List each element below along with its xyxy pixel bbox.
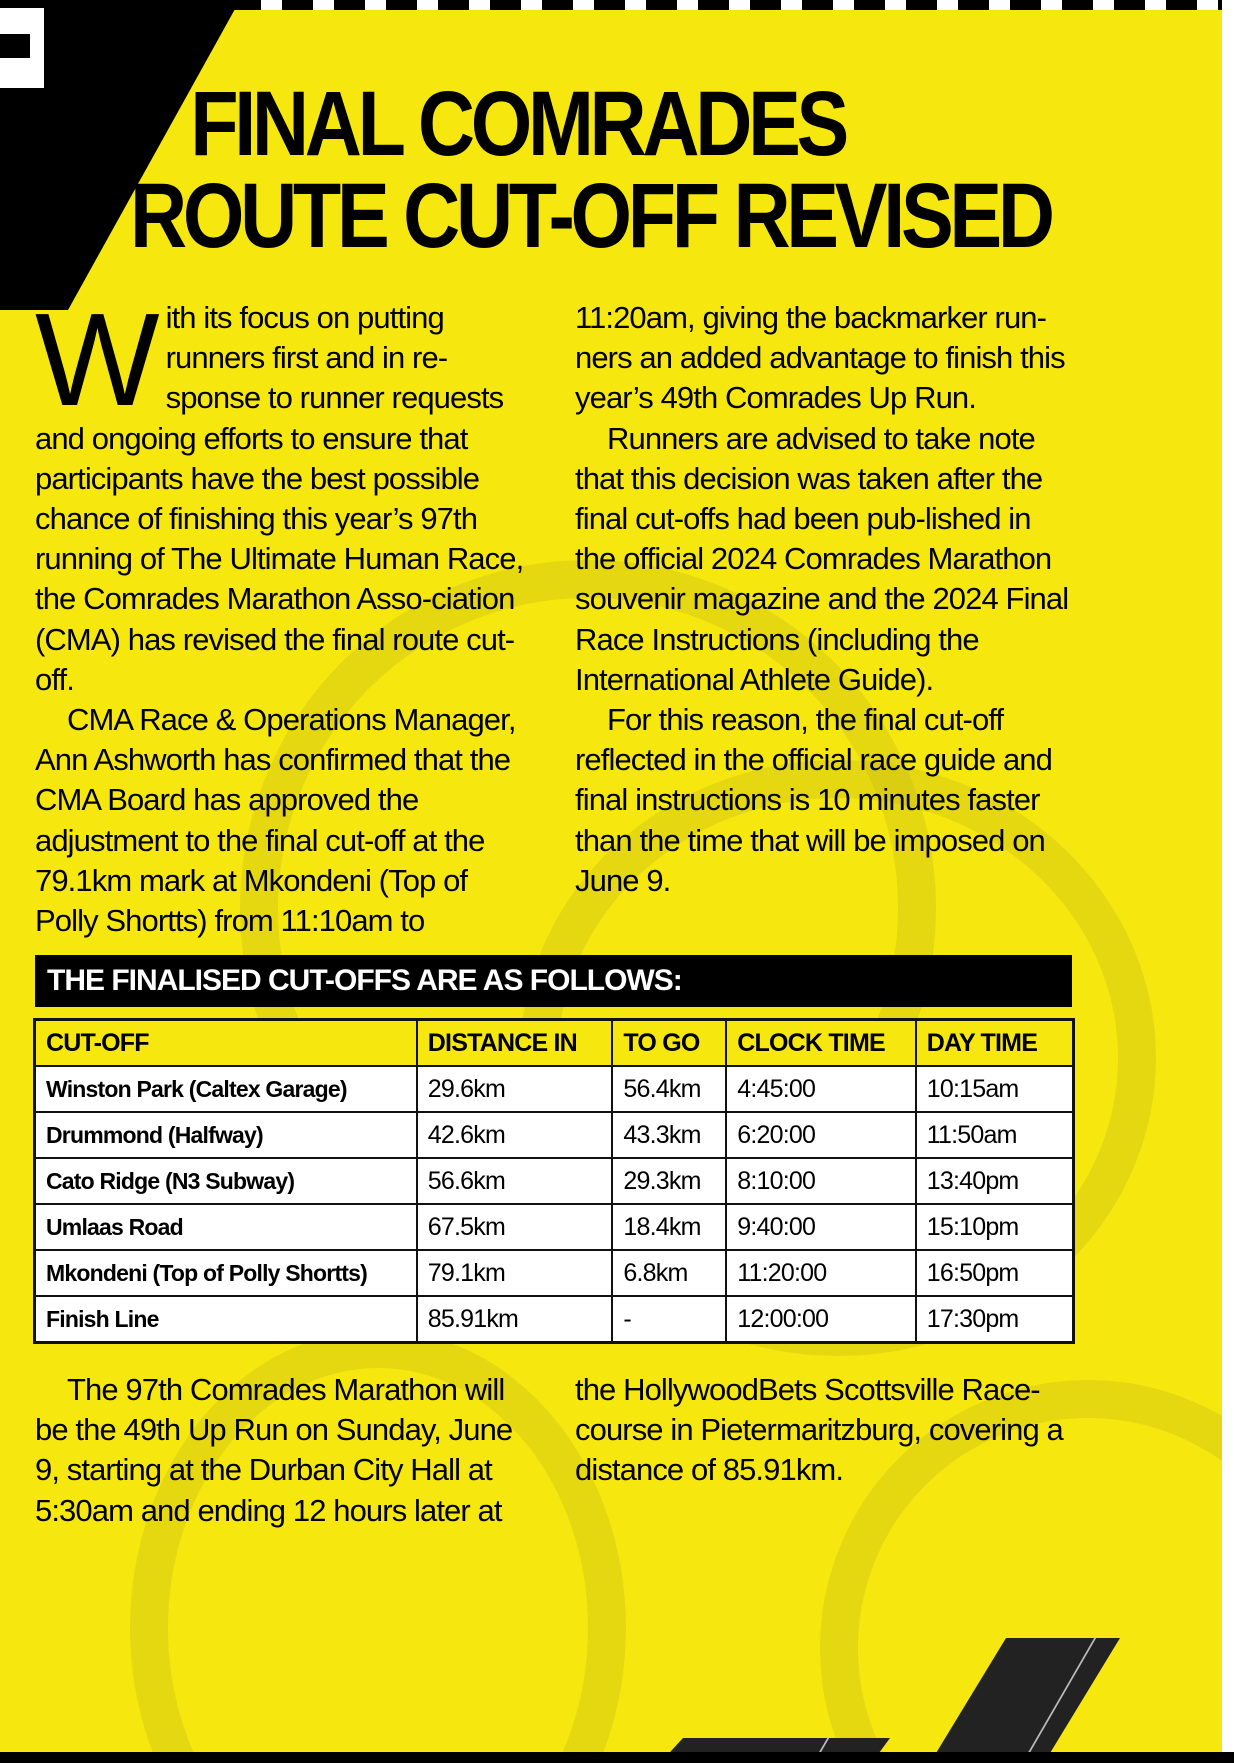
page-margin (1222, 0, 1234, 1763)
headline-line-1: FINAL COMRADES (190, 73, 846, 175)
cell-distance-in: 56.6km (417, 1158, 613, 1204)
table-row (35, 1112, 1074, 1158)
bottom-rule (0, 1752, 1234, 1763)
article-column-bottom-right (575, 1370, 1075, 1491)
paragraph-advisory: Runners are advised to take note that this decision was taken after the final cut-offs had been pub-lished in the official 2024 Comrades Marathon souvenir magazine and the 2024 Final Race Instructions (including the International Athlete Guide). (575, 420, 1069, 697)
table-row (35, 1250, 1074, 1296)
cell-clock-time: 12:00:00 (726, 1296, 915, 1343)
cell-cutoff: Winston Park (Caltex Garage) (35, 1066, 417, 1112)
paragraph-reason: For this reason, the final cut-off reflected in the official race guide and final instructions is 10 minutes faster than the time that will be imposed on June 9. (575, 702, 1052, 898)
header-day-time: DAY TIME (916, 1020, 1074, 1067)
cell-to-go: 18.4km (612, 1204, 726, 1250)
cell-day-time: 10:15am (916, 1066, 1074, 1112)
paragraph-race-info-continued: the HollywoodBets Scottsville Race-course in Pietermaritzburg, covering a distance of 85.91km. (575, 1372, 1063, 1488)
cell-distance-in: 29.6km (417, 1066, 613, 1112)
cell-distance-in: 42.6km (417, 1112, 613, 1158)
table-header-row (35, 1020, 1074, 1067)
cell-cutoff: Cato Ridge (N3 Subway) (35, 1158, 417, 1204)
cell-day-time: 11:50am (916, 1112, 1074, 1158)
cell-day-time: 16:50pm (916, 1250, 1074, 1296)
paragraph-intro: ith its focus on putting runners first and in re-sponse to runner requests and ongoing efforts to ensure that participants have the best possible chance of finishing this year’s 97th running of The Ultimate Human Race, the Comrades Marathon Asso-ciation (CMA) has revised the final route cut-off. (35, 300, 524, 697)
header-distance-in: DISTANCE IN (417, 1020, 613, 1067)
cell-to-go: - (612, 1296, 726, 1343)
paragraph-continuation: 11:20am, giving the backmarker run-ners an added advantage to finish this year’s 49th Comrades Up Run. (575, 300, 1065, 416)
paragraph-manager: CMA Race & Operations Manager, Ann Ashworth has confirmed that the CMA Board has approved the adjustment to the final cut-off at the 79.1km mark at Mkondeni (Top of Polly Shortts) from 11:10am to (35, 702, 516, 939)
cell-cutoff: Finish Line (35, 1296, 417, 1343)
table-title-text: THE FINALISED CUT-OFFS ARE AS FOLLOWS: (47, 964, 682, 997)
cell-day-time: 17:30pm (916, 1296, 1074, 1343)
cell-day-time: 13:40pm (916, 1158, 1074, 1204)
cell-clock-time: 9:40:00 (726, 1204, 915, 1250)
dashed-border (230, 0, 1222, 10)
cell-to-go: 6.8km (612, 1250, 726, 1296)
cell-to-go: 43.3km (612, 1112, 726, 1158)
cell-to-go: 29.3km (612, 1158, 726, 1204)
article-column-right (575, 298, 1075, 901)
cell-day-time: 15:10pm (916, 1204, 1074, 1250)
header-cutoff: CUT-OFF (35, 1020, 417, 1067)
drop-cap: W (35, 286, 156, 433)
article-column-bottom-left (35, 1370, 540, 1531)
article-column-left (35, 286, 535, 941)
cell-distance-in: 79.1km (417, 1250, 613, 1296)
cell-clock-time: 11:20:00 (726, 1250, 915, 1296)
header-clock-time: CLOCK TIME (726, 1020, 915, 1067)
paragraph-race-info: The 97th Comrades Marathon will be the 49th Up Run on Sunday, June 9, starting at the Durban City Hall at 5:30am and ending 12 hours later at (35, 1372, 513, 1528)
cell-cutoff: Drummond (Halfway) (35, 1112, 417, 1158)
cell-distance-in: 85.91km (417, 1296, 613, 1343)
cutoffs-table (33, 1018, 1075, 1344)
decorative-notch-cut (0, 34, 30, 58)
table-title (35, 955, 1072, 1007)
table-row (35, 1204, 1074, 1250)
cell-distance-in: 67.5km (417, 1204, 613, 1250)
cell-clock-time: 4:45:00 (726, 1066, 915, 1112)
header-to-go: TO GO (612, 1020, 726, 1067)
headline (130, 73, 1059, 267)
headline-line-2: ROUTE CUT-OFF REVISED (130, 165, 1051, 267)
cell-clock-time: 8:10:00 (726, 1158, 915, 1204)
table-row (35, 1158, 1074, 1204)
cell-cutoff: Mkondeni (Top of Polly Shortts) (35, 1250, 417, 1296)
table-row (35, 1066, 1074, 1112)
table-row (35, 1296, 1074, 1343)
cell-to-go: 56.4km (612, 1066, 726, 1112)
cell-cutoff: Umlaas Road (35, 1204, 417, 1250)
cell-clock-time: 6:20:00 (726, 1112, 915, 1158)
